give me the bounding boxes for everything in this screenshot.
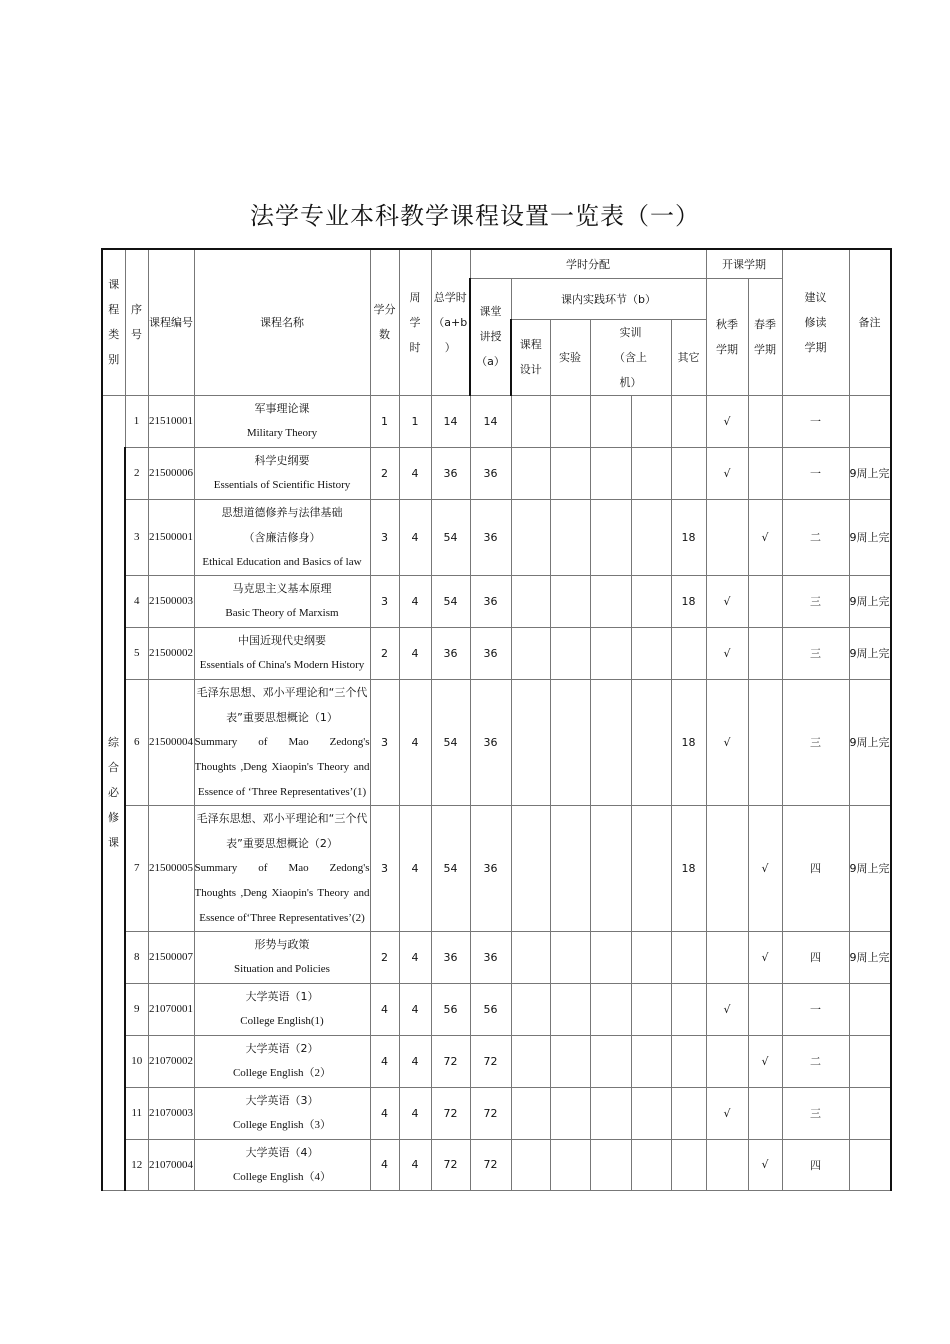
table-row xyxy=(102,983,891,1035)
header-autumn: 秋季 学期 xyxy=(706,278,748,395)
code-cell: 21500004 xyxy=(148,679,194,805)
header-hours-alloc: 学时分配 xyxy=(470,249,706,278)
training-cell-b xyxy=(631,805,671,931)
spring-mark-cell xyxy=(748,447,782,499)
weekly-hours-cell: 1 xyxy=(399,395,431,447)
header-semester-group: 开课学期 xyxy=(706,249,782,278)
seq-cell: 4 xyxy=(125,575,148,627)
header-seq: 序 号 xyxy=(125,249,148,395)
training-cell-a xyxy=(590,1139,631,1190)
lecture-hours-cell: 36 xyxy=(470,627,511,679)
credits-cell: 3 xyxy=(370,679,399,805)
design-cell xyxy=(511,447,550,499)
other-hours-cell xyxy=(671,627,706,679)
training-cell-b xyxy=(631,983,671,1035)
other-hours-cell: 18 xyxy=(671,575,706,627)
training-cell-a xyxy=(590,499,631,575)
seq-cell: 11 xyxy=(125,1087,148,1139)
experiment-cell xyxy=(550,1035,590,1087)
seq-cell: 6 xyxy=(125,679,148,805)
credits-cell: 2 xyxy=(370,931,399,983)
course-name-cell xyxy=(194,575,370,627)
autumn-mark-cell xyxy=(706,1035,748,1087)
experiment-cell xyxy=(550,931,590,983)
course-name-zh: 大学英语（4） xyxy=(245,1145,319,1159)
autumn-mark-cell xyxy=(706,805,748,931)
course-name-cell xyxy=(194,499,370,575)
lecture-hours-cell: 36 xyxy=(470,447,511,499)
lecture-hours-cell: 56 xyxy=(470,983,511,1035)
suggested-term-cell: 二 xyxy=(782,499,849,575)
course-name-en: College English（3） xyxy=(232,1119,332,1131)
course-name-zh: 中国近现代史纲要 xyxy=(238,634,326,647)
course-name-cell xyxy=(194,805,370,931)
seq-cell: 9 xyxy=(125,983,148,1035)
credits-cell: 4 xyxy=(370,1035,399,1087)
remark-cell xyxy=(849,395,891,447)
remark-cell: 9周上完 xyxy=(849,679,891,805)
course-name-zh: （含廉洁修身） xyxy=(243,530,321,544)
experiment-cell xyxy=(550,1087,590,1139)
course-name-en: College English（4） xyxy=(232,1170,332,1183)
table-row xyxy=(102,499,891,575)
remark-cell: 9周上完 xyxy=(849,447,891,499)
suggested-term-cell: 一 xyxy=(782,395,849,447)
header-code: 课程编号 xyxy=(148,249,194,395)
other-hours-cell xyxy=(671,983,706,1035)
autumn-mark-cell: √ xyxy=(706,627,748,679)
experiment-cell xyxy=(550,983,590,1035)
other-hours-cell xyxy=(671,931,706,983)
course-name-cell xyxy=(194,395,370,447)
course-table xyxy=(101,248,892,1191)
total-hours-cell: 36 xyxy=(431,627,470,679)
course-name-zh: 毛泽东思想、邓小平理论和“三个代 xyxy=(196,685,368,699)
table-row xyxy=(102,395,891,447)
lecture-hours-cell: 72 xyxy=(470,1087,511,1139)
autumn-mark-cell: √ xyxy=(706,1087,748,1139)
training-cell-b xyxy=(631,627,671,679)
spring-mark-cell: √ xyxy=(748,931,782,983)
credits-cell: 4 xyxy=(370,1139,399,1190)
code-cell: 21500001 xyxy=(148,499,194,575)
other-hours-cell: 18 xyxy=(671,499,706,575)
course-name-zh: 表”重要思想概论（2） xyxy=(226,836,338,850)
table-row xyxy=(102,575,891,627)
code-cell: 21500003 xyxy=(148,575,194,627)
training-cell-b xyxy=(631,1139,671,1190)
course-name-en: Basic Theory of Marxism xyxy=(225,607,339,619)
header-remark: 备注 xyxy=(849,249,891,395)
autumn-mark-cell: √ xyxy=(706,983,748,1035)
total-hours-cell: 72 xyxy=(431,1035,470,1087)
suggested-term-cell: 三 xyxy=(782,679,849,805)
course-name-zh: 大学英语（1） xyxy=(245,990,319,1003)
spring-mark-cell xyxy=(748,627,782,679)
total-hours-cell: 36 xyxy=(431,447,470,499)
seq-cell: 5 xyxy=(125,627,148,679)
header-design: 课程 设计 xyxy=(511,319,550,395)
suggested-term-cell: 二 xyxy=(782,1035,849,1087)
spring-mark-cell xyxy=(748,679,782,805)
table-row xyxy=(102,679,891,805)
credits-cell: 3 xyxy=(370,499,399,575)
total-hours-cell: 54 xyxy=(431,805,470,931)
other-hours-cell xyxy=(671,1139,706,1190)
course-name-cell xyxy=(194,447,370,499)
lecture-hours-cell: 72 xyxy=(470,1035,511,1087)
spring-mark-cell: √ xyxy=(748,1139,782,1190)
credits-cell: 2 xyxy=(370,627,399,679)
training-cell-b xyxy=(631,395,671,447)
seq-cell: 1 xyxy=(125,395,148,447)
table-row xyxy=(102,627,891,679)
weekly-hours-cell: 4 xyxy=(399,627,431,679)
lecture-hours-cell: 36 xyxy=(470,805,511,931)
suggested-term-cell: 三 xyxy=(782,627,849,679)
design-cell xyxy=(511,1139,550,1190)
course-name-en: Thoughts ,Deng Xiaopin's Theory and xyxy=(194,886,370,899)
credits-cell: 1 xyxy=(370,395,399,447)
training-cell-b xyxy=(631,1035,671,1087)
header-name: 课程名称 xyxy=(194,249,370,395)
lecture-hours-cell: 36 xyxy=(470,931,511,983)
experiment-cell xyxy=(550,627,590,679)
remark-cell: 9周上完 xyxy=(849,931,891,983)
credits-cell: 3 xyxy=(370,805,399,931)
training-cell-a xyxy=(590,805,631,931)
other-hours-cell xyxy=(671,1087,706,1139)
weekly-hours-cell: 4 xyxy=(399,931,431,983)
header-spring: 春季 学期 xyxy=(748,278,782,395)
page-title: 法学专业本科教学课程设置一览表（一） xyxy=(250,202,700,230)
course-name-zh: 大学英语（2） xyxy=(245,1042,319,1055)
remark-cell xyxy=(849,1087,891,1139)
training-cell-a xyxy=(590,931,631,983)
code-cell: 21070002 xyxy=(148,1035,194,1087)
table-row xyxy=(102,447,891,499)
suggested-term-cell: 三 xyxy=(782,1087,849,1139)
course-name-cell xyxy=(194,983,370,1035)
other-hours-cell: 18 xyxy=(671,805,706,931)
spring-mark-cell xyxy=(748,983,782,1035)
code-cell: 21070001 xyxy=(148,983,194,1035)
header-suggested: 建议 修读 学期 xyxy=(782,249,849,395)
design-cell xyxy=(511,805,550,931)
remark-cell: 9周上完 xyxy=(849,627,891,679)
remark-cell: 9周上完 xyxy=(849,499,891,575)
lecture-hours-cell: 36 xyxy=(470,499,511,575)
course-name-cell xyxy=(194,931,370,983)
spring-mark-cell: √ xyxy=(748,805,782,931)
weekly-hours-cell: 4 xyxy=(399,447,431,499)
course-name-en: College English(1) xyxy=(240,1015,324,1027)
weekly-hours-cell: 4 xyxy=(399,679,431,805)
spring-mark-cell xyxy=(748,395,782,447)
total-hours-cell: 72 xyxy=(431,1139,470,1190)
design-cell xyxy=(511,679,550,805)
training-cell-b xyxy=(631,931,671,983)
design-cell xyxy=(511,575,550,627)
header-category: 课 程 类 别 xyxy=(102,249,125,395)
design-cell xyxy=(511,1087,550,1139)
training-cell-a xyxy=(590,395,631,447)
experiment-cell xyxy=(550,395,590,447)
total-hours-cell: 14 xyxy=(431,395,470,447)
course-name-en: Essentials of China's Modern History xyxy=(199,659,365,671)
code-cell: 21070004 xyxy=(148,1139,194,1190)
course-name-zh: 形势与政策 xyxy=(254,938,310,951)
total-hours-cell: 54 xyxy=(431,499,470,575)
training-cell-a xyxy=(590,447,631,499)
spring-mark-cell xyxy=(748,1087,782,1139)
total-hours-cell: 54 xyxy=(431,679,470,805)
other-hours-cell xyxy=(671,1035,706,1087)
credits-cell: 4 xyxy=(370,1087,399,1139)
course-name-zh: 大学英语（3） xyxy=(245,1094,319,1107)
experiment-cell xyxy=(550,447,590,499)
other-hours-cell: 18 xyxy=(671,679,706,805)
credits-cell: 4 xyxy=(370,983,399,1035)
course-name-zh: 科学史纲要 xyxy=(254,454,310,467)
header-experiment: 实验 xyxy=(550,319,590,395)
experiment-cell xyxy=(550,679,590,805)
autumn-mark-cell: √ xyxy=(706,575,748,627)
total-hours-cell: 72 xyxy=(431,1087,470,1139)
experiment-cell xyxy=(550,575,590,627)
course-name-zh: 马克思主义基本原理 xyxy=(232,582,332,595)
lecture-hours-cell: 72 xyxy=(470,1139,511,1190)
total-hours-cell: 56 xyxy=(431,983,470,1035)
seq-cell: 10 xyxy=(125,1035,148,1087)
table-row xyxy=(102,1035,891,1087)
course-name-en: Military Theory xyxy=(246,427,318,439)
remark-cell xyxy=(849,1035,891,1087)
experiment-cell xyxy=(550,499,590,575)
course-name-en: Essence of ‘Three Representatives’(1) xyxy=(197,785,367,798)
design-cell xyxy=(511,499,550,575)
seq-cell: 12 xyxy=(125,1139,148,1190)
weekly-hours-cell: 4 xyxy=(399,1139,431,1190)
suggested-term-cell: 一 xyxy=(782,447,849,499)
training-cell-b xyxy=(631,575,671,627)
category-cell: 综 合 必 修 课 xyxy=(102,395,125,1190)
table-row xyxy=(102,931,891,983)
course-name-en: Ethical Education and Basics of law xyxy=(202,555,362,568)
suggested-term-cell: 四 xyxy=(782,805,849,931)
credits-cell: 3 xyxy=(370,575,399,627)
header-weekly: 周 学 时 xyxy=(399,249,431,395)
header-training: 实训 （含上 机） xyxy=(590,319,671,395)
weekly-hours-cell: 4 xyxy=(399,499,431,575)
course-name-en: Summary of Mao Zedong's xyxy=(194,735,370,748)
seq-cell: 2 xyxy=(125,447,148,499)
training-cell-a xyxy=(590,983,631,1035)
code-cell: 21500007 xyxy=(148,931,194,983)
design-cell xyxy=(511,1035,550,1087)
weekly-hours-cell: 4 xyxy=(399,983,431,1035)
design-cell xyxy=(511,627,550,679)
total-hours-cell: 54 xyxy=(431,575,470,627)
suggested-term-cell: 四 xyxy=(782,931,849,983)
training-cell-a xyxy=(590,1087,631,1139)
course-name-zh: 毛泽东思想、邓小平理论和“三个代 xyxy=(196,811,368,825)
remark-cell: 9周上完 xyxy=(849,575,891,627)
design-cell xyxy=(511,931,550,983)
course-name-cell xyxy=(194,1139,370,1190)
header-lecture: 课堂 讲授 （a） xyxy=(470,278,511,395)
table-row xyxy=(102,1087,891,1139)
weekly-hours-cell: 4 xyxy=(399,1035,431,1087)
course-name-cell xyxy=(194,1035,370,1087)
course-name-cell xyxy=(194,627,370,679)
design-cell xyxy=(511,395,550,447)
course-name-en: Essence of‘Three Representatives’(2) xyxy=(199,911,365,924)
lecture-hours-cell: 36 xyxy=(470,575,511,627)
training-cell-a xyxy=(590,627,631,679)
course-name-zh: 军事理论课 xyxy=(254,402,310,415)
training-cell-b xyxy=(631,499,671,575)
remark-cell xyxy=(849,983,891,1035)
code-cell: 21500005 xyxy=(148,805,194,931)
experiment-cell xyxy=(550,1139,590,1190)
weekly-hours-cell: 4 xyxy=(399,805,431,931)
remark-cell: 9周上完 xyxy=(849,805,891,931)
code-cell: 21500006 xyxy=(148,447,194,499)
weekly-hours-cell: 4 xyxy=(399,575,431,627)
autumn-mark-cell: √ xyxy=(706,395,748,447)
training-cell-b xyxy=(631,679,671,805)
training-cell-a xyxy=(590,679,631,805)
table-row xyxy=(102,805,891,931)
training-cell-b xyxy=(631,1087,671,1139)
autumn-mark-cell: √ xyxy=(706,447,748,499)
training-cell-b xyxy=(631,447,671,499)
remark-cell xyxy=(849,1139,891,1190)
autumn-mark-cell xyxy=(706,499,748,575)
other-hours-cell xyxy=(671,395,706,447)
spring-mark-cell xyxy=(748,575,782,627)
seq-cell: 8 xyxy=(125,931,148,983)
course-name-cell xyxy=(194,679,370,805)
course-name-zh: 思想道德修养与法律基础 xyxy=(221,505,343,519)
course-name-en: Essentials of Scientific History xyxy=(213,479,351,491)
course-name-cell xyxy=(194,1087,370,1139)
training-cell-a xyxy=(590,1035,631,1087)
code-cell: 21070003 xyxy=(148,1087,194,1139)
code-cell: 21500002 xyxy=(148,627,194,679)
header-total: 总学时 （a+b ） xyxy=(431,249,470,395)
header-practice: 课内实践环节（b） xyxy=(511,278,706,319)
lecture-hours-cell: 36 xyxy=(470,679,511,805)
course-name-en: Thoughts ,Deng Xiaopin's Theory and xyxy=(194,760,370,773)
credits-cell: 2 xyxy=(370,447,399,499)
autumn-mark-cell xyxy=(706,1139,748,1190)
lecture-hours-cell: 14 xyxy=(470,395,511,447)
seq-cell: 7 xyxy=(125,805,148,931)
suggested-term-cell: 四 xyxy=(782,1139,849,1190)
spring-mark-cell: √ xyxy=(748,499,782,575)
header-other: 其它 xyxy=(671,319,706,395)
header-credits: 学分 数 xyxy=(370,249,399,395)
other-hours-cell xyxy=(671,447,706,499)
suggested-term-cell: 一 xyxy=(782,983,849,1035)
design-cell xyxy=(511,983,550,1035)
course-name-en: Summary of Mao Zedong's xyxy=(194,861,370,874)
total-hours-cell: 36 xyxy=(431,931,470,983)
table-row xyxy=(102,1139,891,1190)
code-cell: 21510001 xyxy=(148,395,194,447)
training-cell-a xyxy=(590,575,631,627)
experiment-cell xyxy=(550,805,590,931)
autumn-mark-cell: √ xyxy=(706,679,748,805)
spring-mark-cell: √ xyxy=(748,1035,782,1087)
course-name-zh: 表”重要思想概论（1） xyxy=(226,710,338,724)
weekly-hours-cell: 4 xyxy=(399,1087,431,1139)
autumn-mark-cell xyxy=(706,931,748,983)
suggested-term-cell: 三 xyxy=(782,575,849,627)
seq-cell: 3 xyxy=(125,499,148,575)
course-name-en: Situation and Policies xyxy=(234,963,330,975)
course-name-en: College English（2） xyxy=(232,1067,332,1079)
